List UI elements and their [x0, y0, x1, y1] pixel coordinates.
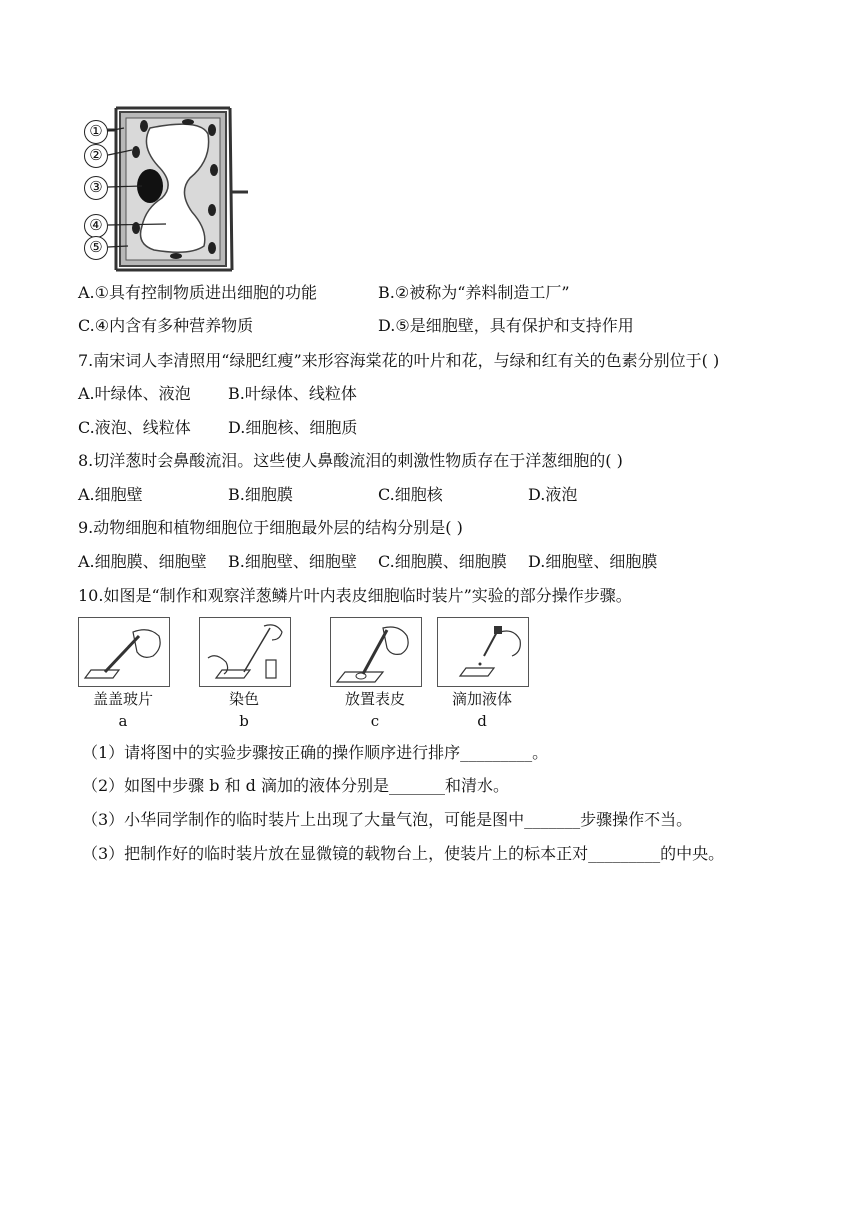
q6-option-d: D.⑤是细胞壁，具有保护和支持作用 — [378, 316, 634, 335]
q7-option-b: B.叶绿体、线粒体 — [228, 384, 357, 403]
chloroplast — [208, 124, 216, 136]
q9-option-d: D.细胞壁、细胞膜 — [528, 552, 658, 571]
chloroplast — [210, 164, 218, 176]
q8-stem: 8.切洋葱时会鼻酸流泪。这些使人鼻酸流泪的刺激性物质存在于洋葱细胞的( ) — [78, 451, 623, 470]
q6-option-b: B.②被称为“养料制造工厂” — [378, 283, 570, 302]
q7-option-a: A.叶绿体、液泡 — [78, 384, 191, 403]
chloroplast — [182, 119, 194, 125]
q6-option-c: C.④内含有多种营养物质 — [78, 316, 254, 335]
q9-stem: 9.动物细胞和植物细胞位于细胞最外层的结构分别是( ) — [78, 518, 463, 537]
dropper-icon — [438, 618, 528, 686]
q8-option-d: D.液泡 — [528, 485, 578, 504]
figure-label-3: ③ — [84, 176, 108, 200]
q6-option-a: A.①具有控制物质进出细胞的功能 — [78, 283, 317, 302]
q10-stem: 10.如图是“制作和观察洋葱鳞片叶内表皮细胞临时装片”实验的部分操作步骤。 — [78, 586, 632, 605]
staining-icon — [200, 618, 290, 686]
chloroplast — [132, 146, 140, 158]
step-b-letter: b — [239, 712, 249, 730]
step-b-illustration — [199, 617, 291, 687]
figure-label-4: ④ — [84, 214, 108, 238]
chloroplast — [132, 222, 140, 234]
step-c-letter: c — [370, 712, 380, 730]
q10-sub-3: （3）小华同学制作的临时装片上出现了大量气泡，可能是图中_______步骤操作不当。 — [82, 810, 693, 829]
step-a-letter: a — [118, 712, 128, 730]
chloroplast — [140, 120, 148, 132]
chloroplast — [170, 253, 182, 259]
step-c-caption: 放置表皮 — [344, 690, 405, 708]
step-a-illustration — [78, 617, 170, 687]
chloroplast — [208, 242, 216, 254]
q7-option-d: D.细胞核、细胞质 — [228, 418, 358, 437]
q9-option-a: A.细胞膜、细胞壁 — [78, 552, 207, 571]
q8-option-a: A.细胞壁 — [78, 485, 143, 504]
q8-option-b: B.细胞膜 — [228, 485, 293, 504]
step-d-letter: d — [477, 712, 487, 730]
q10-sub-1: （1）请将图中的实验步骤按正确的操作顺序进行排序_________。 — [82, 743, 549, 762]
q9-option-c: C.细胞膜、细胞膜 — [378, 552, 507, 571]
q10-sub-2: （2）如图中步骤 b 和 d 滴加的液体分别是_______和清水。 — [82, 776, 510, 795]
step-a-caption: 盖盖玻片 — [92, 690, 153, 708]
figure-label-5: ⑤ — [84, 236, 108, 260]
placing-epidermis-icon — [331, 618, 421, 686]
figure-label-2: ② — [84, 144, 108, 168]
step-b-caption: 染色 — [228, 690, 259, 708]
figure-label-1: ① — [84, 120, 108, 144]
cover-slip-icon — [79, 618, 169, 686]
step-d-illustration — [437, 617, 529, 687]
step-c-illustration — [330, 617, 422, 687]
q10-sub-4: （3）把制作好的临时装片放在显微镜的载物台上，使装片上的标本正对_________的中央。 — [82, 844, 725, 863]
q9-option-b: B.细胞壁、细胞壁 — [228, 552, 357, 571]
step-d-caption: 滴加液体 — [451, 690, 512, 708]
q7-option-c: C.液泡、线粒体 — [78, 418, 191, 437]
chloroplast — [208, 204, 216, 216]
q7-stem: 7.南宋词人李清照用“绿肥红瘦”来形容海棠花的叶片和花，与绿和红有关的色素分别位于( ) — [78, 351, 720, 370]
q8-option-c: C.细胞核 — [378, 485, 443, 504]
